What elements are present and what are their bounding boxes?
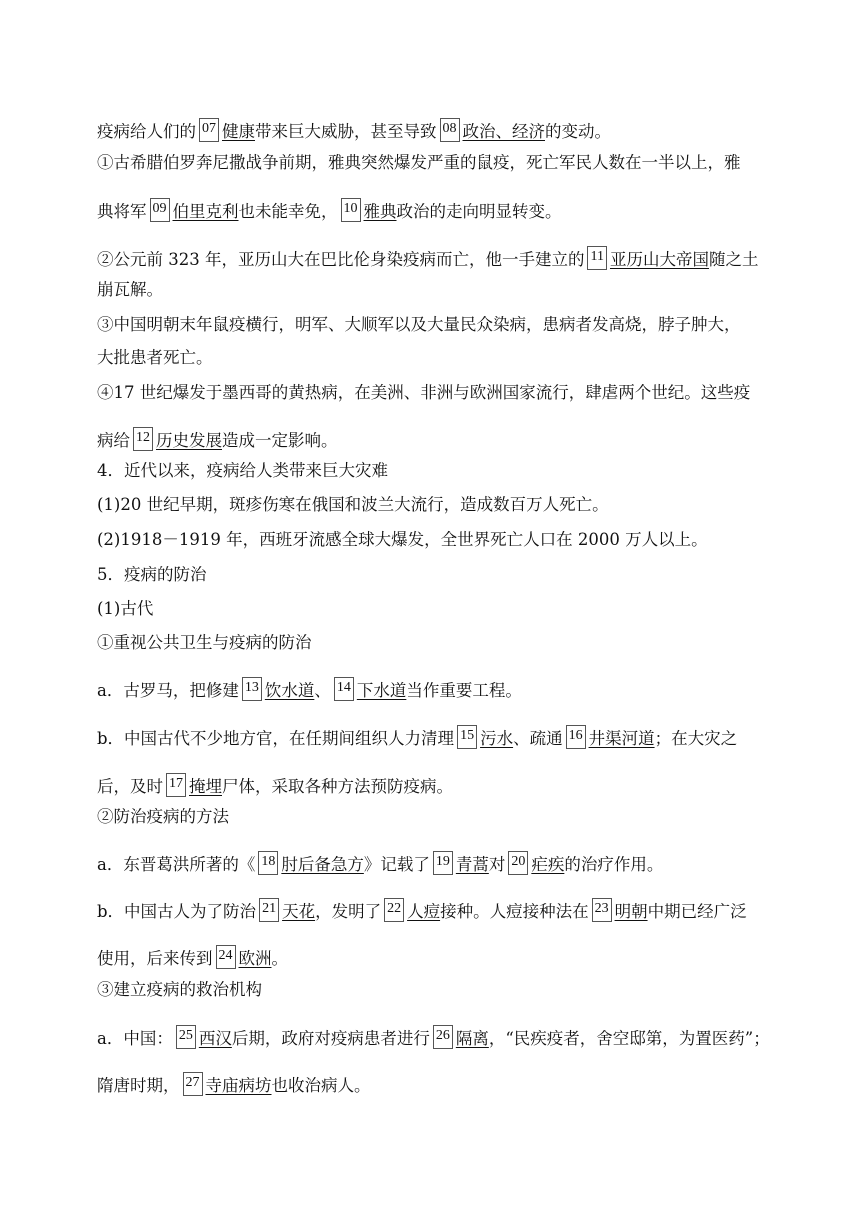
line-text: 带来巨大威胁，甚至导致: [255, 122, 437, 141]
line-text: 尸体，采取各种方法预防疫病。: [222, 777, 453, 796]
blank-number-box: 27: [183, 1072, 203, 1096]
line-text: ④17 世纪爆发于墨西哥的黄热病，在美洲、非洲与欧洲国家流行，肆虐两个世纪。这些疫: [97, 383, 751, 402]
blank-number-box: 07: [199, 118, 219, 142]
text-line: [97, 807, 229, 827]
answer-text: 掩埋: [189, 777, 222, 796]
line-text: 后期，政府对疫病患者进行: [231, 1029, 430, 1048]
line-text: (1)20 世纪早期，斑疹伤寒在俄国和波兰大流行，造成数百万人死亡。: [97, 495, 609, 514]
answer-text: 饮水道: [264, 681, 315, 700]
line-text: 的变动。: [545, 122, 611, 141]
line-text: ，发明了: [315, 902, 382, 921]
line-text: 当作重要工程。: [406, 681, 522, 700]
answer-text: 下水道: [356, 681, 407, 700]
blank-number-box: 14: [334, 677, 354, 701]
answer-text: 健康: [222, 122, 255, 141]
line-text: 、: [314, 681, 331, 700]
text-line: [97, 530, 708, 550]
text-line: [97, 118, 611, 142]
text-line: [97, 599, 153, 619]
line-text: b．中国古人为了防治: [97, 902, 257, 921]
answer-text: 雅典: [363, 202, 397, 221]
line-text: ③建立疫病的救治机构: [97, 980, 262, 999]
text-line: [97, 773, 453, 797]
text-line: [97, 280, 163, 300]
line-text: 对: [488, 855, 506, 874]
blank-number-box: 24: [216, 945, 236, 969]
line-text: ，“民疾疫者，舍空邸第，为置医药”；: [488, 1029, 770, 1048]
line-text: a．古罗马，把修建: [97, 681, 239, 700]
text-line: [97, 495, 609, 515]
line-text: 后，及时: [97, 777, 163, 796]
blank-number-box: 12: [133, 427, 153, 451]
line-text: 5．疫病的防治: [97, 565, 207, 584]
line-text: b．中国古代不少地方官，在任期间组织人力清理: [97, 729, 455, 748]
text-line: [97, 461, 388, 481]
line-text: ③中国明朝末年鼠疫横行，明军、大顺军以及大量民众染病，患病者发高烧，脖子肿大，: [97, 315, 741, 334]
answer-text: 疟疾: [531, 855, 565, 874]
blank-number-box: 22: [384, 898, 404, 922]
blank-number-box: 13: [242, 677, 262, 701]
line-text: a．东晋葛洪所著的《: [97, 855, 256, 874]
text-line: [97, 980, 262, 1000]
line-text: 大批患者死亡。: [97, 348, 213, 367]
answer-text: 亚历山大帝国: [609, 250, 709, 269]
blank-number-box: 17: [166, 773, 186, 797]
line-text: 也未能幸免，: [238, 202, 338, 221]
text-line: [97, 383, 750, 403]
line-text: 典将军: [97, 202, 147, 221]
blank-number-box: 19: [433, 851, 453, 875]
line-text: 政治的走向明显转变。: [396, 202, 562, 221]
line-text: 隋唐时期，: [97, 1076, 180, 1095]
answer-text: 政治、经济: [462, 122, 545, 141]
blank-number-box: 10: [341, 198, 361, 222]
answer-text: 伯里克利: [172, 202, 239, 221]
answer-text: 人痘: [407, 902, 441, 921]
blank-number-box: 11: [587, 246, 606, 270]
line-text: (1)古代: [97, 599, 154, 618]
line-text: a．中国：: [97, 1029, 173, 1048]
line-text: 使用，后来传到: [97, 949, 213, 968]
line-text: 也收治病人。: [271, 1076, 371, 1095]
answer-text: 欧洲: [238, 949, 272, 968]
blank-number-box: 25: [176, 1025, 196, 1049]
text-line: [97, 898, 747, 922]
line-text: 接种。人痘接种法在: [440, 902, 589, 921]
answer-text: 肘后备急方: [281, 855, 364, 874]
blank-number-box: 26: [433, 1025, 453, 1049]
text-line: [97, 427, 338, 451]
line-text: 疫病给人们的: [97, 122, 196, 141]
blank-number-box: 20: [508, 851, 528, 875]
answer-text: 井渠河道: [588, 729, 655, 748]
blank-number-box: 21: [259, 898, 279, 922]
text-line: [97, 1072, 371, 1096]
blank-number-box: 18: [258, 851, 278, 875]
text-line: [97, 677, 522, 701]
text-line: [97, 633, 312, 653]
line-text: 崩瓦解。: [97, 280, 163, 299]
answer-text: 寺庙病坊: [205, 1076, 272, 1095]
answer-text: 明朝: [614, 902, 648, 921]
answer-text: 历史发展: [156, 431, 222, 450]
text-line: [97, 565, 207, 585]
text-line: [97, 725, 737, 749]
line-text: 》记载了: [363, 855, 430, 874]
line-text: 4．近代以来，疫病给人类带来巨大灾难: [97, 461, 388, 480]
answer-text: 西汉: [198, 1029, 232, 1048]
text-line: [97, 945, 288, 969]
line-text: ②防治疫病的方法: [97, 807, 229, 826]
line-text: 中期已经广泛: [647, 902, 747, 921]
blank-number-box: 23: [592, 898, 612, 922]
line-text: 。: [271, 949, 288, 968]
answer-text: 隔离: [455, 1029, 489, 1048]
text-line: [97, 1025, 770, 1049]
line-text: 病给: [97, 431, 130, 450]
line-text: 造成一定影响。: [222, 431, 338, 450]
text-line: [97, 348, 213, 368]
line-text: (2)1918－1919 年，西班牙流感全球大爆发，全世界死亡人口在 2000 万人以上。: [97, 530, 708, 549]
line-text: ；在大灾之: [654, 729, 738, 748]
blank-number-box: 15: [457, 725, 477, 749]
text-line: [97, 315, 741, 335]
line-text: 随之土: [708, 250, 759, 269]
line-text: 、疏通: [513, 729, 563, 748]
text-line: [97, 246, 758, 270]
line-text: 的治疗作用。: [564, 855, 664, 874]
line-text: ②公元前 323 年，亚历山大在巴比伦身染疫病而亡，他一手建立的: [97, 250, 585, 269]
text-line: [97, 851, 663, 875]
blank-number-box: 16: [566, 725, 586, 749]
text-line: [97, 198, 562, 222]
answer-text: 天花: [282, 902, 316, 921]
answer-text: 污水: [480, 729, 514, 748]
blank-number-box: 09: [150, 198, 170, 222]
text-line: [97, 153, 741, 173]
blank-number-box: 08: [440, 118, 460, 142]
line-text: ①重视公共卫生与疫病的防治: [97, 633, 312, 652]
answer-text: 青蒿: [455, 855, 489, 874]
line-text: ①古希腊伯罗奔尼撒战争前期，雅典突然爆发严重的鼠疫，死亡军民人数在一半以上，雅: [97, 153, 741, 172]
